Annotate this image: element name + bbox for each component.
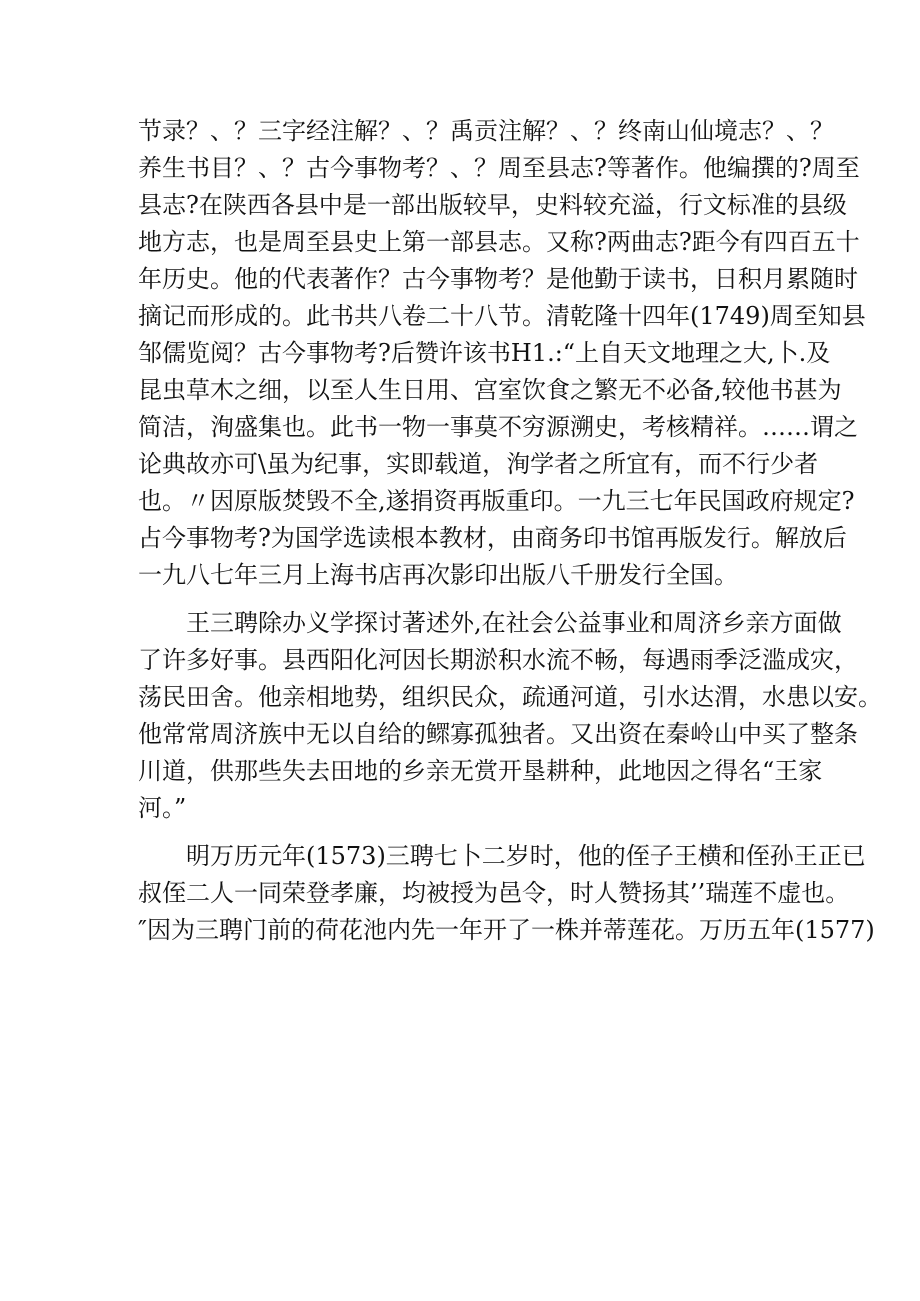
text-line: 王三聘除办义学探讨著述外,在社会公益事业和周济乡亲方面做 (186, 609, 842, 637)
text-line: 也。〃因原版焚毁不全,遂捐资再版重印。一九三七年民国政府规定? (138, 487, 855, 515)
text-line: ″因为三聘门前的荷花池内先一年开了一株并蒂莲花。万历五年(1577) (138, 916, 875, 944)
text-line: 节录？、？三字经注解？、？禹贡注解？、？终南山仙境志？、？ (138, 117, 834, 145)
text-line: 川道，供那些失去田地的乡亲无赏开垦耕种，此地因之得名“王家 (138, 757, 823, 785)
text-line: 地方志，也是周至县史上第一部县志。又称?两曲志?距今有四百五十 (138, 228, 860, 256)
text-line: 一九八七年三月上海书店再次影印出版八千册发行全国。 (138, 561, 738, 589)
text-line: 邹儒览阅？古今事物考?后赞许该书H1.:“上自天文地理之大,卜.及 (138, 339, 831, 367)
text-line: 了许多好事。县西阳化河因长期淤积水流不畅，每遇雨季泛滥成灾， (138, 646, 858, 674)
text-line: 论典故亦可\虽为纪事，实即载道，洵学者之所宜有，而不行少者 (138, 450, 819, 478)
text-line: 占今事物考?为国学选读根本教材，由商务印书馆再版发行。解放后 (138, 524, 847, 552)
text-line: 简洁，洵盛集也。此书一物一事莫不穷源溯史，考核精祥。……谓之 (138, 413, 858, 441)
text-line: 他常常周济族中无以自给的鳏寡孤独者。又出资在秦岭山中买了整条 (138, 720, 858, 748)
paragraph-3 (138, 838, 875, 949)
text-line: 县志?在陕西各县中是一部出版较早，史料较充溢，行文标准的县级 (138, 191, 847, 219)
text-line: 养生书目？、？古今事物考？、？周至县志?等著作。他编撰的?周至 (138, 154, 860, 182)
paragraph-1 (138, 113, 866, 594)
text-line: 叔侄二人一同荣登孝廉，均被授为邑令，时人赞扬其’’瑞莲不虚也。 (138, 879, 850, 907)
paragraph-2 (138, 605, 882, 827)
text-line: 荡民田舍。他亲相地势，组织民众，疏通河道，引水达渭，水患以安。 (138, 683, 882, 711)
text-line: 昆虫草木之细，以至人生日用、宫室饮食之繁无不必备,较他书甚为 (138, 376, 842, 404)
document-body (138, 113, 882, 960)
text-line: 河。” (138, 794, 187, 822)
text-line: 年历史。他的代表著作？古今事物考？是他勤于读书，日积月累随时 (138, 265, 858, 293)
text-line: 摘记而形成的。此书共八卷二十八节。清乾隆十四年(1749)周至知县 (138, 302, 866, 330)
text-line: 明万历元年(1573)三聘七卜二岁时，他的侄子王横和侄孙王正已 (186, 842, 866, 870)
